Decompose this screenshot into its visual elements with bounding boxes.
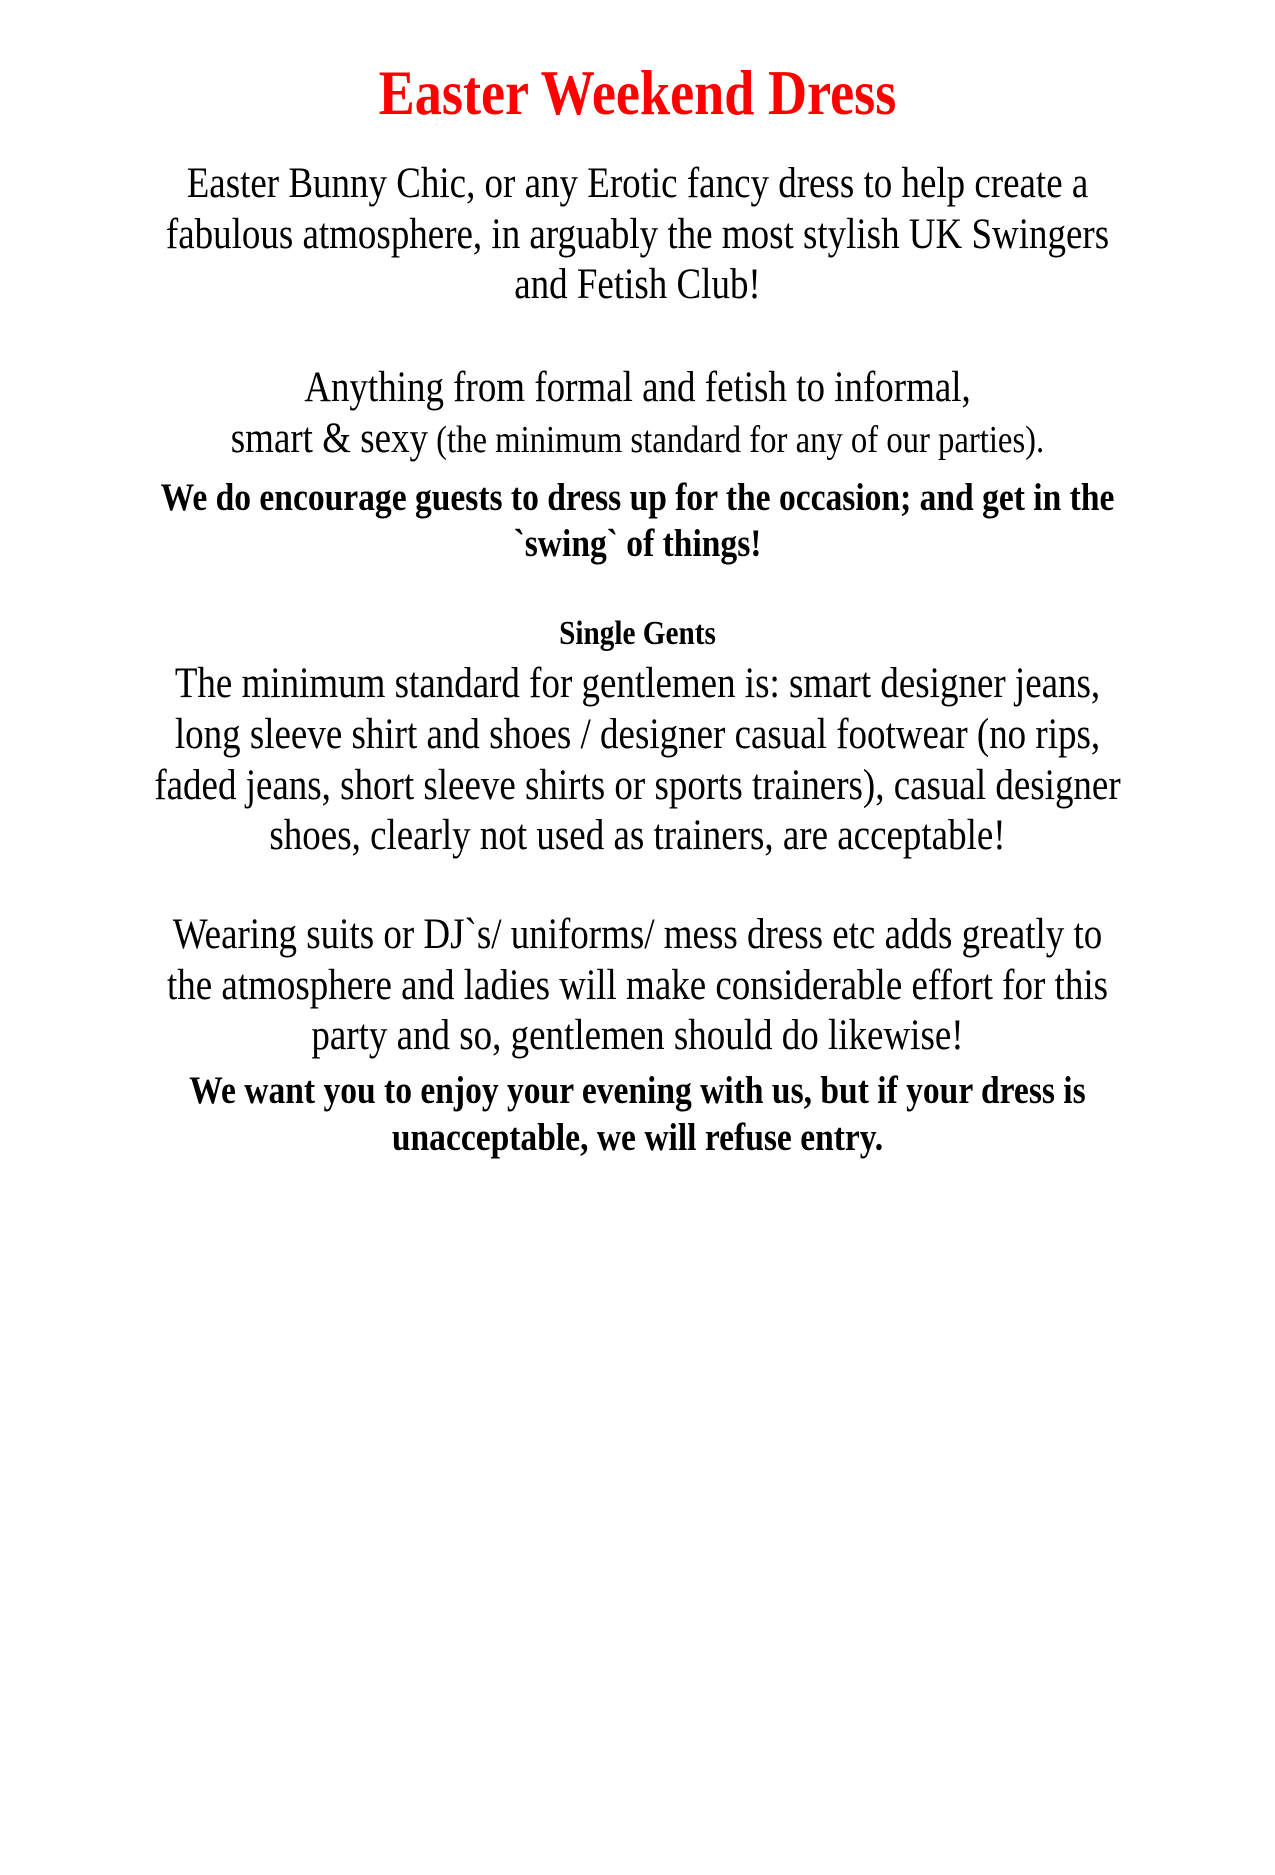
paragraph-gents-requirements-text: The minimum standard for gentlemen is: smart designer jeans, long sleeve shirt and shoes / designer casual footwear (no rips, faded jeans, short sleeve shirts or sports trainers), casual designer shoes, clearly not used as trainers, are acceptable! xyxy=(154,660,1121,860)
paragraph-gap-6 xyxy=(68,862,1207,910)
page-title-text: Easter Weekend Dress xyxy=(378,58,897,128)
paragraph-smart-sexy xyxy=(68,414,1207,465)
minimum-standard-paren-text xyxy=(428,419,1044,461)
paragraph-anything-text: Anything from formal and fetish to informal, xyxy=(304,364,971,412)
paragraph-refuse-entry-text: We want you to enjoy your evening with us, but if your dress is unacceptable, we will refuse entry. xyxy=(189,1069,1086,1159)
heading-single-gents-text: Single Gents xyxy=(559,615,716,653)
smart-sexy-text: smart & sexy xyxy=(230,414,428,462)
paragraph-encourage xyxy=(68,475,1207,569)
paragraph-refuse-entry xyxy=(68,1068,1207,1162)
paragraph-encourage-text: We do encourage guests to dress up for the occasion; and get in the `swing` of things! xyxy=(160,475,1115,566)
paragraph-anything xyxy=(68,363,1207,414)
paragraph-intro xyxy=(68,159,1207,311)
page-title xyxy=(68,0,1207,128)
minimum-standard-paren-inner: (the minimum standard for any of our parties). xyxy=(436,418,1045,461)
title-spacer xyxy=(68,125,1207,159)
paragraph-intro-text: Easter Bunny Chic, or any Erotic fancy dress to help create a fabulous atmosphere, in arguably the most stylish UK Swingers and Fetish Club! xyxy=(165,160,1110,309)
paragraph-gap-1 xyxy=(68,311,1207,363)
paragraph-gap-3 xyxy=(68,465,1207,475)
paragraph-suits xyxy=(68,910,1207,1062)
paragraph-suits-text: Wearing suits or DJ`s/ uniforms/ mess dress etc adds greatly to the atmosphere and ladies will make considerable effort for this party and so, gentlemen should do likewise! xyxy=(167,911,1108,1060)
heading-single-gents xyxy=(68,614,1207,655)
paragraph-gap-4 xyxy=(68,568,1207,614)
paragraph-smart-sexy-inline xyxy=(148,414,1128,465)
paragraph-gents-requirements xyxy=(68,659,1207,862)
